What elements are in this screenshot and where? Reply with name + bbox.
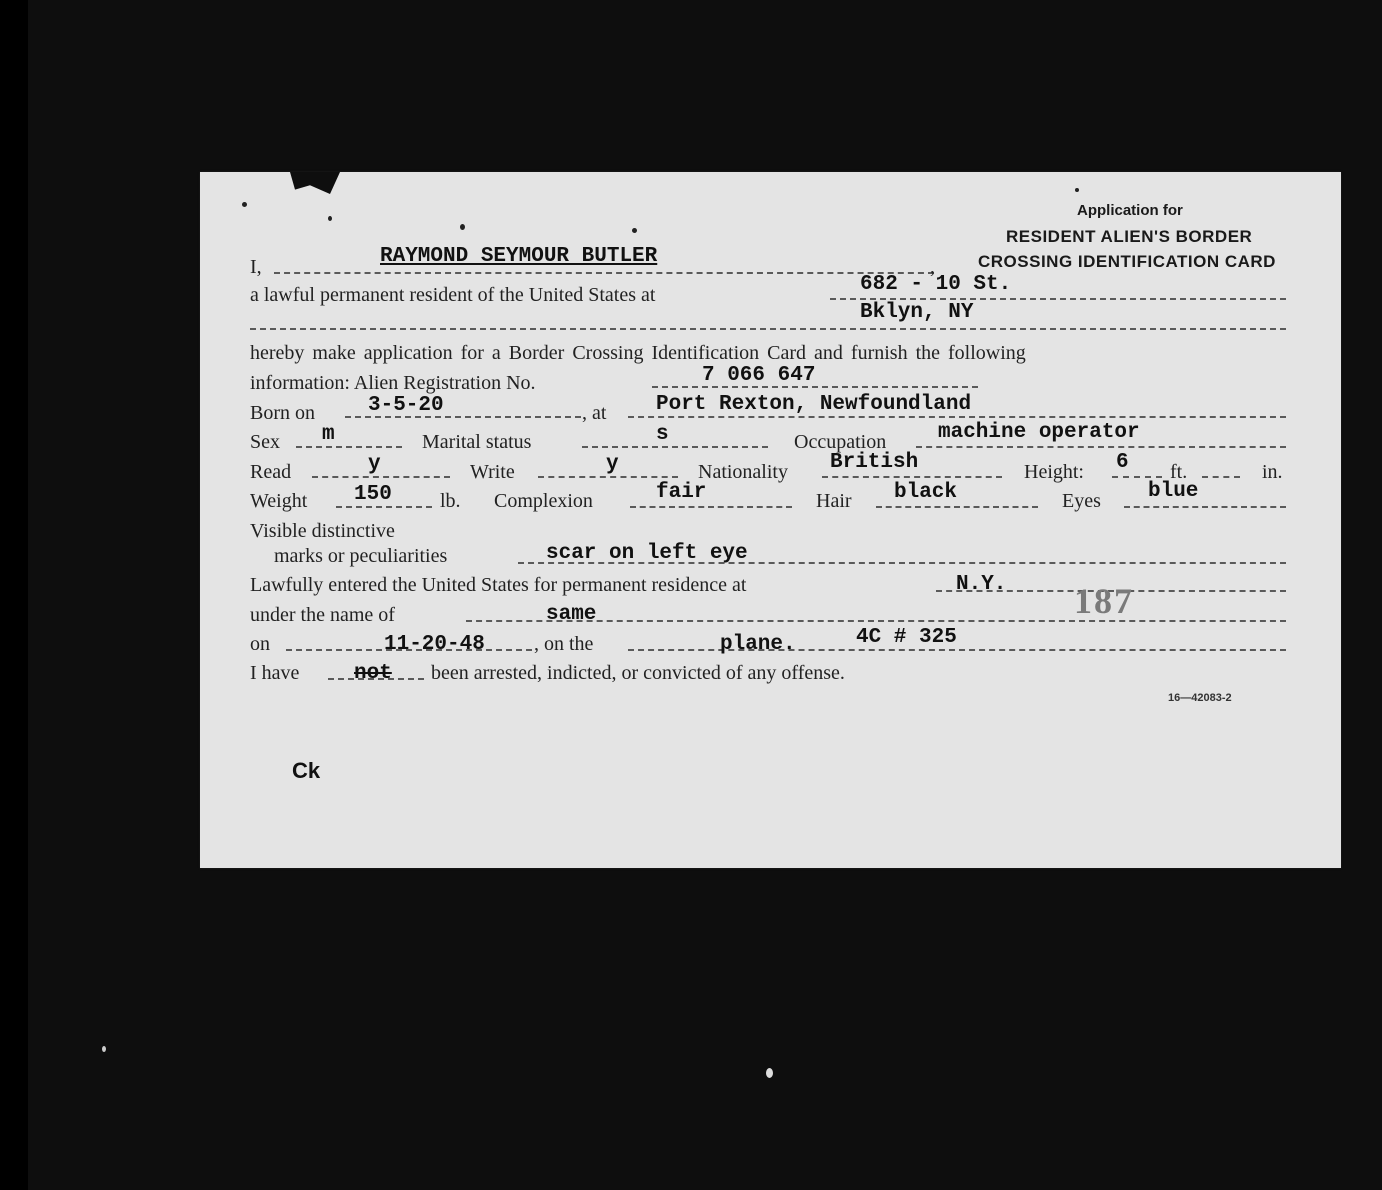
- height-label: Height:: [1024, 461, 1084, 483]
- eyes-value: blue: [1148, 480, 1199, 503]
- complexion-label: Complexion: [494, 490, 593, 512]
- resident-text: a lawful permanent resident of the United States at: [250, 284, 656, 306]
- i-label: I,: [250, 256, 262, 278]
- write-rule: [538, 476, 678, 478]
- ink-speck: [460, 224, 465, 230]
- dust-speck: [102, 1046, 106, 1052]
- birth-place-rule: [628, 416, 1286, 418]
- alien-registration-no: 7 066 647: [702, 364, 816, 387]
- ft-label: ft.: [1170, 461, 1188, 483]
- name-comma: ,: [930, 256, 935, 278]
- occupation-label: Occupation: [794, 431, 887, 453]
- address-line1: 682 - 10 St.: [860, 273, 1012, 296]
- marital-status: s: [656, 423, 669, 446]
- ink-speck: [242, 202, 247, 207]
- stamp-number: 187: [1074, 581, 1134, 621]
- entered-text: Lawfully entered the United States for permanent residence at: [250, 574, 747, 596]
- arrested-value: not: [354, 662, 392, 685]
- height-in-rule: [1202, 476, 1240, 478]
- marital-label: Marital status: [422, 431, 532, 453]
- entry-date: 11-20-48: [384, 633, 485, 656]
- form-number: 16—42083-2: [1168, 692, 1232, 704]
- clerk-initials: Ck: [292, 758, 321, 783]
- read-value: y: [368, 453, 381, 476]
- flight-number: 4C # 325: [856, 626, 957, 649]
- name-line: [274, 272, 934, 274]
- hair-rule: [876, 506, 1038, 508]
- header-line3: CROSSING IDENTIFICATION CARD: [978, 252, 1276, 271]
- scan-border: [0, 0, 28, 1190]
- address-line2: Bklyn, NY: [860, 301, 974, 324]
- born-on-label: Born on: [250, 402, 315, 424]
- at-label: , at: [582, 402, 607, 424]
- weight-value: 150: [354, 483, 392, 506]
- sex-rule: [296, 446, 402, 448]
- occupation-value: machine operator: [938, 421, 1140, 444]
- conveyance: plane.: [720, 633, 796, 656]
- height-ft-value: 6: [1116, 451, 1129, 474]
- hair-value: black: [894, 481, 958, 504]
- write-value: y: [606, 453, 619, 476]
- in-label: in.: [1262, 461, 1283, 483]
- application-card: [200, 172, 1341, 868]
- arrested-prefix: I have: [250, 662, 300, 684]
- marks-label1: Visible distinctive: [250, 520, 395, 542]
- hair-label: Hair: [816, 490, 852, 512]
- address-line2-rule: [250, 328, 1286, 330]
- weight-label: Weight: [250, 490, 308, 512]
- torn-corner: [290, 172, 340, 194]
- ink-speck: [1075, 188, 1079, 192]
- sex-label: Sex: [250, 431, 280, 453]
- lb-label: lb.: [440, 490, 461, 512]
- on-label: on: [250, 633, 270, 655]
- header-line2: RESIDENT ALIEN'S BORDER: [1006, 227, 1253, 246]
- ink-speck: [632, 228, 637, 233]
- nationality-label: Nationality: [698, 461, 788, 483]
- marks-label2: marks or peculiarities: [274, 545, 448, 567]
- sex-value: m: [322, 423, 335, 446]
- address-line1-rule: [830, 298, 1286, 300]
- nationality-value: British: [830, 451, 919, 474]
- on-the-label: , on the: [534, 633, 594, 655]
- read-label: Read: [250, 461, 292, 483]
- application-text: hereby make application for a Border Crossing Identification Card and furnish the following: [250, 342, 1026, 364]
- occupation-rule: [916, 446, 1286, 448]
- eyes-label: Eyes: [1062, 490, 1101, 512]
- read-rule: [312, 476, 450, 478]
- entry-name: same: [546, 603, 597, 626]
- header-line1: Application for: [1077, 202, 1183, 219]
- weight-rule: [336, 506, 432, 508]
- dust-speck: [766, 1068, 773, 1078]
- ink-speck: [328, 216, 332, 221]
- write-label: Write: [470, 461, 515, 483]
- marks-value: scar on left eye: [546, 542, 748, 565]
- marital-rule: [582, 446, 768, 448]
- nationality-rule: [822, 476, 1002, 478]
- eyes-rule: [1124, 506, 1286, 508]
- applicant-name: RAYMOND SEYMOUR BUTLER: [380, 245, 658, 268]
- complexion-rule: [630, 506, 792, 508]
- arrested-suffix: been arrested, indicted, or convicted of any offense.: [431, 662, 845, 684]
- entry-port: N.Y.: [956, 573, 1007, 596]
- under-name-label: under the name of: [250, 604, 395, 626]
- height-ft-rule: [1112, 476, 1162, 478]
- info-label: information: Alien Registration No.: [250, 372, 536, 394]
- complexion-value: fair: [656, 481, 707, 504]
- birth-place: Port Rexton, Newfoundland: [656, 393, 972, 416]
- birth-date: 3-5-20: [368, 394, 444, 417]
